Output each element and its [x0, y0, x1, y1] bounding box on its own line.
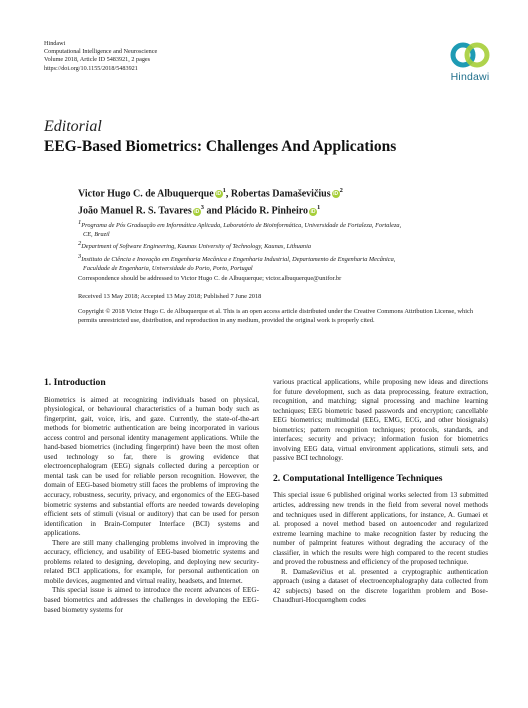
author-separator: , [225, 188, 231, 200]
affiliation-text: Instituto de Ciência e Inovação em Engenharia Mecânica e Engenharia Industrial, Departamento de Engenharia Mecânica, [81, 256, 396, 264]
doi-link[interactable]: https://doi.org/10.1155/2018/5483921 [44, 64, 138, 72]
author-affil-sup: 1 [316, 204, 321, 212]
copyright-notice: Copyright © 2018 Victor Hugo C. de Albuquerque et al. This is an open access article distributed under the Creative Commons Attribution License, which permits unrestricted use, distribution, and reproduction in any medium, provided the original work is properly cited. [78, 308, 474, 324]
paragraph: R. Damaševičius et al. presented a cryptographic authentication approach (using a dataset of electroencephalography data collected from 42 subjects) based on the discrete logarithm problem and Bose-Chaudhuri-Hocquenghem codes [273, 567, 488, 605]
article-kind: Editorial [44, 118, 102, 135]
author-affil-sup: 3 [200, 204, 204, 212]
author-affil-sup: 2 [339, 187, 343, 194]
author-name[interactable]: Plácido R. Pinheiro [225, 205, 308, 217]
orcid-icon[interactable]: iD [194, 208, 200, 215]
orcid-icon[interactable]: iD [333, 191, 339, 198]
right-column [273, 378, 488, 606]
affiliation-sup: 1 [78, 219, 82, 226]
paragraph: This special issue 6 published original works selected from 13 submitted articles, addressing new trends in the field from several novel methods and techniques used in different applications, for instance, A. Gumaei et al. proposed a novel method based on autoencoder and regularized extreme learning machine to make recognition faster by reducing the number of palmprint features without degrading the accuracy of the classifier, in which the results were high compared to the recent studies and proved the robustness and efficiency of the proposed technique. [273, 491, 488, 567]
correspondence-note: Correspondence should be addressed to Victor Hugo C. de Albuquerque; victor.albuquerque@unifor.br [78, 275, 342, 282]
publisher-name: Hindawi [44, 40, 66, 47]
affiliation-text: Department of Software Engineering, Kaunas University of Technology, Kaunas, Lithuania [81, 243, 311, 251]
author-name[interactable]: Robertas Damaševičius [230, 188, 331, 200]
affiliation-text: Programa de Pós Graduação em Informática Aplicada, Laboratório de Bioinformática, Universidade de Fortaleza, Fortaleza, [81, 222, 402, 230]
logo-wordmark: Hindawi [450, 71, 490, 83]
affiliation-sup: 3 [78, 252, 82, 260]
author-name[interactable]: João Manuel R. S. Tavares [78, 205, 192, 217]
affiliation-item [78, 219, 488, 239]
affiliation-list [78, 219, 488, 274]
journal-info [44, 40, 157, 73]
publication-dates: Received 13 May 2018; Accepted 13 May 2018; Published 7 June 2018 [78, 293, 262, 300]
author-affil-sup: 1 [222, 187, 226, 194]
volume-info: Volume 2018, Article ID 5483921, 2 pages [44, 56, 151, 64]
journal-name: Computational Intelligence and Neuroscience [44, 48, 158, 56]
paragraph: Biometrics is aimed at recognizing individuals based on physical, physiological, or behavioural characteristics of a human body such as fingerprint, gait, voice, iris, and gaze. Currently, the state-of-the-art methods for biometric authentication are being incorporated in various access control and personal identity management applications. While the hand-based biometrics (including fingerprint) have been the most often used technology so far, there is growing evidence that electroencephalogram (EEG) signals collected during a perception or mental task can be used for reliable person recognition. However, the domain of EEG-based biometry still faces the problems of improving the accuracy, robustness, security, privacy, and ergonomics of the EEG-based biometric systems and substantial efforts are needed towards developing efficient sets of stimuli (visual or auditory) that can be used for person identification in Brain-Computer Interface (BCI) systems and applications. [44, 395, 259, 538]
affiliation-item [78, 253, 488, 273]
paragraph: This special issue is aimed to introduce the recent advances of EEG-based biometrics and addresses the challenges in developing the EEG-based biometry systems for [44, 586, 259, 614]
left-column [44, 378, 259, 615]
affiliation-sup: 2 [78, 240, 82, 248]
affiliation-text-cont: Faculdade de Engenharia, Universidade do Porto, Porto, Portugal [83, 264, 253, 272]
author-name[interactable]: Victor Hugo C. de Albuquerque [78, 188, 214, 200]
paragraph: There are still many challenging problems involved in improving the accuracy, efficiency, and usability of EEG-based biometric systems and problems related to designing, developing, and deploying new security-related BCI applications, for example, for personal authentication on mobile devices, augmented and virtual reality, headsets, and Internet. [44, 538, 259, 585]
article-title: EEG-Based Biometrics: Challenges And Applications [44, 138, 397, 155]
orcid-icon[interactable]: iD [310, 208, 316, 215]
author-row-1 [78, 184, 343, 201]
affiliation-text-cont: CE, Brazil [83, 230, 110, 238]
affiliation-item [78, 240, 488, 252]
hindawi-logo-icon [450, 38, 490, 72]
section-heading-introduction: 1. Introduction [44, 377, 106, 388]
author-separator: and [203, 205, 226, 217]
hindawi-logo [440, 38, 500, 90]
section-heading-ci-techniques: 2. Computational Intelligence Techniques [273, 472, 443, 484]
author-list [78, 184, 343, 219]
author-row-2 [78, 201, 343, 218]
paragraph-continued: various practical applications, while proposing new ideas and directions for future development, such as data preprocessing, feature extraction, recognition, and matching; signal processing and machine learning techniques; EEG biometric based passwords and encryption; cancellable EEG biometrics; multimodal (EEG, EMG, ECG, and other biosignals) biometrics; pattern recognition techniques; protocols, standards, and interfaces; security and privacy; information fusion for biometrics involving EEG data, virtual environment applications, stimuli sets, and passive BCI technology. [273, 378, 488, 463]
orcid-icon[interactable]: iD [216, 191, 222, 198]
